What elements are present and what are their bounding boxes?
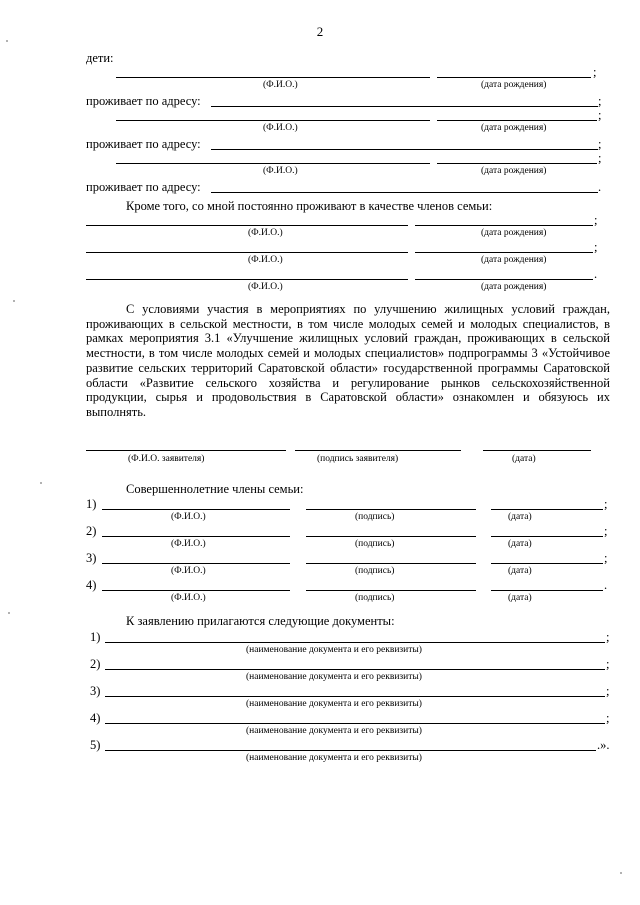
row-number: 3) — [90, 684, 101, 698]
conditions-paragraph — [86, 302, 610, 420]
children-label: дети: — [86, 51, 114, 65]
address-label: проживает по адресу: — [86, 94, 201, 108]
semicolon: ; — [604, 551, 608, 565]
semicolon: ; — [593, 65, 597, 79]
fio-caption: (Ф.И.О.) — [171, 539, 206, 549]
applicant-date-caption: (дата) — [512, 454, 536, 464]
semicolon: ; — [606, 711, 610, 725]
signature-caption: (подпись) — [355, 512, 395, 522]
conditions-text: С условиями участия в мероприятиях по улучшению жилищных условий граждан, проживающих в сельской местности, в том числе молодых семей и молодых специалистов, в рамках мероприятия 3.1 «Улучшение жилищных условий граждан, проживающих в сельской местности, в том числе молодых семей и молодых специалистов» подпрограммы 3 «Устойчивое развитие сельских территорий Саратовской области» государственной программы Саратовской области «Развитие сельского хозяйства и регулирование рынков сельскохозяйственной продукции, сырья и продовольствия в Саратовской области» ознакомлен и обязуюсь их выполнять. — [86, 302, 610, 419]
document-2-field[interactable] — [105, 669, 605, 670]
adult-2-signature-field[interactable] — [306, 536, 476, 537]
semicolon: ; — [606, 684, 610, 698]
scan-speck — [8, 612, 10, 614]
date-caption: (дата) — [508, 566, 532, 576]
member-1-fio-field[interactable] — [86, 225, 408, 226]
child-2-fio-field[interactable] — [116, 120, 430, 121]
scan-speck — [620, 872, 622, 874]
document-4-field[interactable] — [105, 723, 605, 724]
date-caption: (дата) — [508, 593, 532, 603]
row-number: 4) — [90, 711, 101, 725]
birth-caption: (дата рождения) — [481, 255, 547, 265]
applicant-sign-caption: (подпись заявителя) — [317, 454, 399, 464]
address-label: проживает по адресу: — [86, 180, 201, 194]
adult-4-fio-field[interactable] — [102, 590, 290, 591]
document-3-field[interactable] — [105, 696, 605, 697]
birth-caption: (дата рождения) — [481, 80, 547, 90]
semicolon: ; — [594, 213, 598, 227]
address-label: проживает по адресу: — [86, 137, 201, 151]
closing-quote: .». — [597, 738, 610, 752]
scan-speck — [13, 300, 15, 302]
fio-caption: (Ф.И.О.) — [263, 166, 298, 176]
child-1-address-field[interactable] — [211, 106, 598, 107]
child-2-address-field[interactable] — [211, 149, 598, 150]
row-number: 2) — [90, 657, 101, 671]
scan-speck — [6, 40, 8, 42]
adult-members-heading: Совершеннолетние члены семьи: — [126, 482, 304, 496]
row-number: 2) — [86, 524, 97, 538]
adult-4-signature-field[interactable] — [306, 590, 476, 591]
semicolon: ; — [606, 657, 610, 671]
fio-caption: (Ф.И.О.) — [171, 593, 206, 603]
fio-caption: (Ф.И.О.) — [171, 512, 206, 522]
adult-4-date-field[interactable] — [491, 590, 603, 591]
semicolon: ; — [598, 151, 602, 165]
applicant-signature-field[interactable] — [295, 450, 461, 451]
document-caption: (наименование документа и его реквизиты) — [246, 645, 422, 655]
scan-speck — [40, 482, 42, 484]
row-number: 4) — [86, 578, 97, 592]
fio-caption: (Ф.И.О.) — [263, 80, 298, 90]
row-number: 5) — [90, 738, 101, 752]
document-caption: (наименование документа и его реквизиты) — [246, 753, 422, 763]
semicolon: ; — [604, 524, 608, 538]
member-3-fio-field[interactable] — [86, 279, 408, 280]
row-number: 3) — [86, 551, 97, 565]
fio-caption: (Ф.И.О.) — [263, 123, 298, 133]
fio-caption: (Ф.И.О.) — [248, 228, 283, 238]
child-1-fio-field[interactable] — [116, 77, 430, 78]
birth-caption: (дата рождения) — [481, 166, 547, 176]
birth-caption: (дата рождения) — [481, 123, 547, 133]
row-number: 1) — [90, 630, 101, 644]
semicolon: ; — [598, 94, 602, 108]
fio-caption: (Ф.И.О.) — [248, 255, 283, 265]
child-3-birth-field[interactable] — [437, 163, 597, 164]
period: . — [594, 267, 598, 281]
period: . — [604, 578, 608, 592]
child-2-birth-field[interactable] — [437, 120, 597, 121]
member-1-birth-field[interactable] — [415, 225, 593, 226]
signature-caption: (подпись) — [355, 539, 395, 549]
signature-caption: (подпись) — [355, 566, 395, 576]
semicolon: ; — [606, 630, 610, 644]
adult-3-date-field[interactable] — [491, 563, 603, 564]
fio-caption: (Ф.И.О.) — [248, 282, 283, 292]
adult-3-fio-field[interactable] — [102, 563, 290, 564]
semicolon: ; — [594, 240, 598, 254]
adult-1-signature-field[interactable] — [306, 509, 476, 510]
document-caption: (наименование документа и его реквизиты) — [246, 699, 422, 709]
semicolon: ; — [604, 497, 608, 511]
document-5-field[interactable] — [105, 750, 596, 751]
date-caption: (дата) — [508, 512, 532, 522]
fio-caption: (Ф.И.О.) — [171, 566, 206, 576]
semicolon: ; — [598, 108, 602, 122]
period: . — [598, 180, 602, 194]
birth-caption: (дата рождения) — [481, 282, 547, 292]
also-living-heading: Кроме того, со мной постоянно проживают в качестве членов семьи: — [126, 199, 493, 213]
child-3-address-field[interactable] — [211, 192, 598, 193]
date-caption: (дата) — [508, 539, 532, 549]
birth-caption: (дата рождения) — [481, 228, 547, 238]
child-1-birth-field[interactable] — [437, 77, 591, 78]
adult-1-fio-field[interactable] — [102, 509, 290, 510]
applicant-date-field[interactable] — [483, 450, 591, 451]
row-number: 1) — [86, 497, 97, 511]
signature-caption: (подпись) — [355, 593, 395, 603]
document-caption: (наименование документа и его реквизиты) — [246, 672, 422, 682]
page-number: 2 — [316, 24, 324, 39]
adult-2-date-field[interactable] — [491, 536, 603, 537]
child-3-fio-field[interactable] — [116, 163, 430, 164]
adult-1-date-field[interactable] — [491, 509, 603, 510]
member-3-birth-field[interactable] — [415, 279, 593, 280]
document-caption: (наименование документа и его реквизиты) — [246, 726, 422, 736]
adult-3-signature-field[interactable] — [306, 563, 476, 564]
applicant-fio-field[interactable] — [86, 450, 286, 451]
documents-heading: К заявлению прилагаются следующие документы: — [126, 614, 395, 628]
adult-2-fio-field[interactable] — [102, 536, 290, 537]
semicolon: ; — [598, 137, 602, 151]
member-2-fio-field[interactable] — [86, 252, 408, 253]
document-1-field[interactable] — [105, 642, 605, 643]
applicant-fio-caption: (Ф.И.О. заявителя) — [128, 454, 205, 464]
member-2-birth-field[interactable] — [415, 252, 593, 253]
